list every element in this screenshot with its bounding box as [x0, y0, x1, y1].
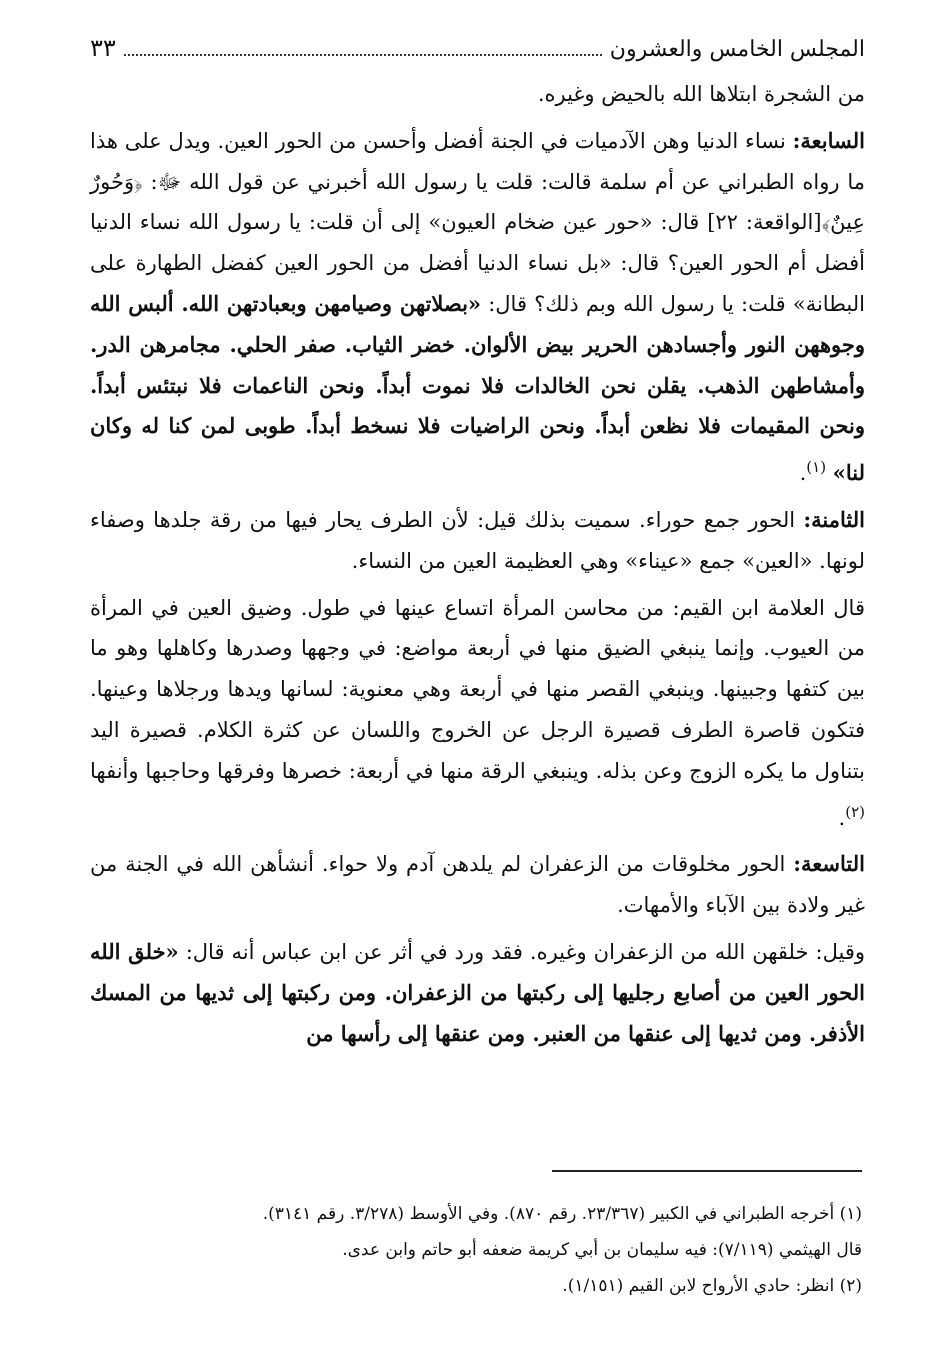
paragraph: [90, 588, 865, 839]
paragraph-text: نساء الدنيا وهن الآدميات في الجنة أفضل وأحسن من الحور العين. ويدل على هذا ما رواه الطبراني عن أم سلمة قالت: قلت يا رسول الله أخبرني عن قول الله ﷻ: ﴿وَحُورٌ عِينٌ﴾[الواقعة: ٢٢] قال: «حور عين ضخام العيون» إلى أن قلت: يا رسول الله نساء الدنيا أفضل أم الحور العين؟ قال: «بل نساء الدنيا أفضل من الحور العين كفضل الطهارة على البطانة» قلت: يا رسول الله وبم ذلك؟ قال:: [90, 128, 866, 316]
paragraph-lead: السابعة:: [792, 127, 865, 153]
footnotes: [90, 1196, 862, 1304]
paragraph-text: من الشجرة ابتلاها الله بالحيض وغيره.: [537, 82, 865, 106]
leader-dots: [124, 54, 602, 56]
paragraph-tail: .: [838, 805, 846, 830]
paragraph: [90, 500, 865, 582]
chapter-title: المجلس الخامس والعشرون: [609, 37, 865, 62]
body-text: [90, 74, 865, 1054]
paragraph-text: الحور جمع حوراء. سميت بذلك قيل: لأن الطرف يحار فيها من رقة جلدها وصفاء لونها. «العين» جمع «عيناء» وهي العظيمة العين من النساء.: [90, 507, 865, 573]
page-number: ٣٣: [90, 34, 116, 62]
running-header: [90, 30, 865, 68]
page: [90, 30, 865, 1060]
footnote: (١) أخرجه الطبراني في الكبير (٢٣/٣٦٧. رقم ٨٧٠). وفي الأوسط (٣/٢٧٨. رقم ٣١٤١).: [262, 1204, 862, 1224]
footnote-ref: (٢): [845, 802, 865, 821]
paragraph-text: وقيل: خلقهن الله من الزعفران وغيره. فقد ورد في أثر عن ابن عباس أنه قال:: [178, 939, 866, 964]
paragraph: [90, 932, 865, 1054]
footnote: قال الهيثمي (٧/١١٩): فيه سليمان بن أبي كريمة ضعفه أبو حاتم وابن عدى.: [342, 1240, 862, 1260]
footnote-ref: (١): [806, 458, 827, 477]
paragraph: [90, 844, 865, 926]
paragraph-lead: التاسعة:: [793, 851, 865, 877]
paragraph: [90, 121, 865, 494]
paragraph: [90, 74, 865, 115]
footnote: (٢) انظر: حادي الأرواح لابن القيم (١/١٥١).: [562, 1276, 862, 1296]
hadith-quote: «بصلاتهن وصيامهن وبعبادتهن الله. ألبس الله وجوههن النور وأجسادهن الحرير بيض الألوان. خضر الثياب. صفر الحلي. مجامرهن الدر. وأمشاطهن الذهب. يقلن نحن الخالدات فلا نموت أبداً. ونحن الناعمات فلا نبتئس أبداً. ونحن المقيمات فلا نظعن أبداً. ونحن الراضيات فلا نسخط أبداً. طوبى لمن كنا له وكان لنا»: [90, 290, 865, 486]
paragraph-tail: .: [799, 461, 807, 486]
footnote-separator: [552, 1170, 862, 1172]
paragraph-text: قال العلامة ابن القيم: من محاسن المرأة اتساع عينها في طول. وضيق العين في المرأة من العيوب. وإنما ينبغي الضيق منها في أربعة مواضع: في وجهها وصدرها وكاهلها وهو ما بين كتفها وجبينها. وينبغي القصر منها في أربعة وهي معنوية: لسانها ويدها ورجلاها وعينها. فتكون قاصرة الطرف قصيرة الرجل عن الخروج واللسان عن كثرة الكلام. قصيرة اليد بتناول ما يكره الزوج وعن بذله. وينبغي الرقة منها في أربعة: خصرها وفرقها وحاجبها وأنفها: [90, 595, 865, 783]
paragraph-text: الحور مخلوقات من الزعفران لم يلدهن آدم ولا حواء. أنشأهن الله في الجنة من غير ولادة بين الآباء والأمهات.: [90, 852, 865, 918]
athar-quote: «خلق الله الحور العين من أصابع رجليها إلى ركبتها من الزعفران. ومن ركبتها إلى ثديها من المسك الأذفر. ومن ثديها إلى عنقها من العنبر. ومن عنقها إلى رأسها من: [90, 938, 865, 1046]
paragraph-lead: الثامنة:: [803, 506, 865, 532]
